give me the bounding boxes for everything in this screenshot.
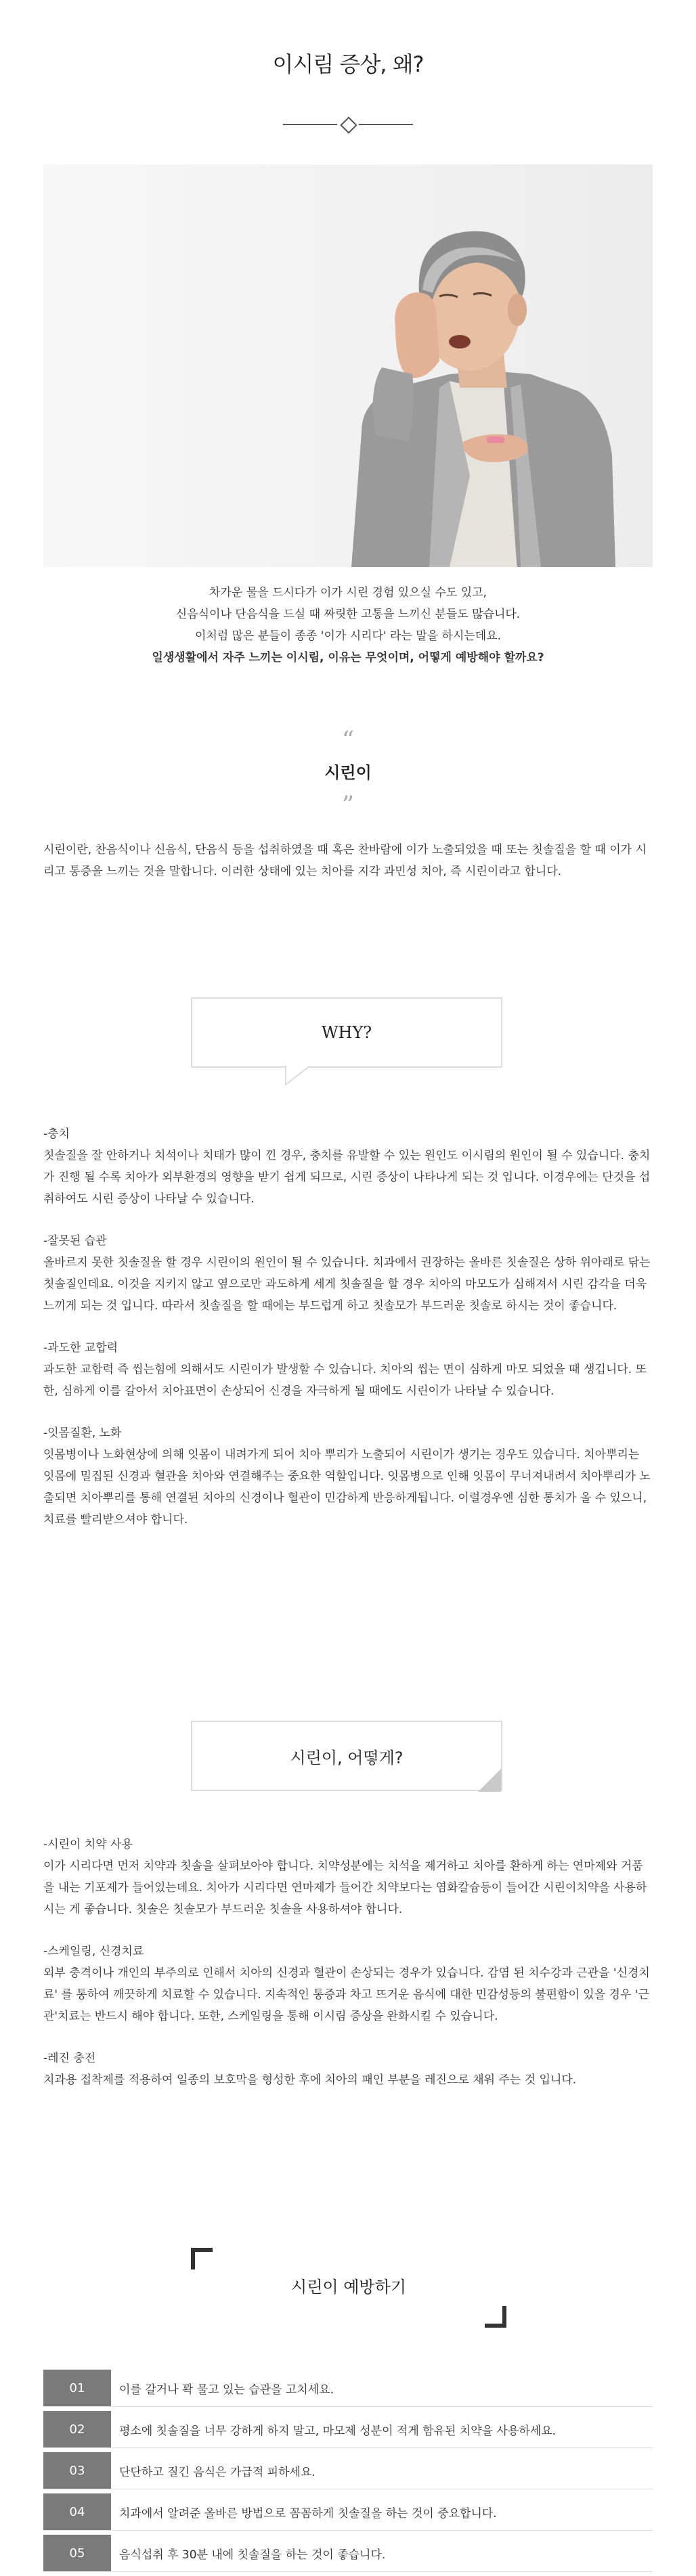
why-item-heading: -잘못된 습관 xyxy=(43,1234,107,1248)
why-item-text: 올바르지 못한 칫솔질을 할 경우 시린이의 원인이 될 수 있습니다. 치과에서 권장하는 올바른 칫솔질은 상하 위아래로 닦는 칫솔질인데요. 이것을 지키지 않고 옆으로만 과도하게 세게 칫솔질을 할 경우 치아의 마모도가 심해져서 시린 감각을 더욱 느끼게 되는 것 입니다. 따라서 칫솔질을 할 때에는 부드럽게 하고 칫솔모가 부드러운 칫솔로 하시는 것이 좋습니다. xyxy=(43,1256,651,1313)
how-item-text: 치과용 접착제를 적용하여 일종의 보호막을 형성한 후에 치아의 패인 부분을 레진으로 채워 주는 것 입니다. xyxy=(43,2073,577,2087)
why-item-text: 잇몸병이나 노화현상에 의해 잇몸이 내려가게 되어 치아 뿌리가 노출되어 시린이가 생기는 경우도 있습니다. 치아뿌리는 잇몸에 밀집된 신경과 혈관을 치아와 연결해주는 중요한 역할입니다. 잇몸병으로 인해 잇몸이 무너져내려서 치아뿌리가 노출되면 치아뿌리를 통해 연결된 치아의 신경이나 혈관이 민감하게 반응하게됩니다. 이럴경우엔 심한 통치가 올 수 있으니, 치료를 빨리받으셔야 합니다. xyxy=(43,1448,651,1527)
definition-text: 시린이란, 찬음식이나 신음식, 단음식 등을 섭취하였을 때 혹은 찬바람에 이가 노출되었을 때 또는 칫솔질을 할 때 이가 시리고 통증을 느끼는 것을 말합니다. 이러한 상태에 있는 치아를 지각 과민성 치아, 즉 시린이라고 합니다. xyxy=(43,843,647,878)
how-item xyxy=(43,2048,653,2091)
page-title: 이시림 증상, 왜? xyxy=(272,51,424,77)
tip-text: 음식섭취 후 30분 내에 칫솔질을 하는 것이 좋습니다. xyxy=(119,2548,386,2562)
why-item xyxy=(43,1230,653,1317)
how-item xyxy=(43,1834,653,1920)
intro-text xyxy=(43,582,653,669)
why-list xyxy=(43,1123,653,1551)
how-callout xyxy=(192,1722,501,1790)
man-toothache-illustration xyxy=(43,164,653,567)
why-callout xyxy=(192,999,501,1066)
how-item xyxy=(43,1941,653,2027)
how-title: 시린이, 어떻게? xyxy=(290,1748,404,1767)
divider-line-left xyxy=(283,124,337,125)
corner-bracket-icon xyxy=(485,2306,506,2328)
corner-bracket-icon xyxy=(191,2248,213,2269)
tip-row xyxy=(43,2370,653,2407)
why-item xyxy=(43,1123,653,1210)
definition-title: 시린이 xyxy=(324,763,372,782)
tip-number: 04 xyxy=(43,2493,111,2530)
tip-number: 03 xyxy=(43,2452,111,2489)
tip-text: 이를 갈거나 꽉 물고 있는 습관을 고치세요. xyxy=(119,2382,334,2397)
tip-text: 치과에서 알려준 올바른 방법으로 꼼꼼하게 칫솔질을 하는 것이 중요합니다. xyxy=(119,2506,497,2521)
intro-line: 차가운 물을 드시다가 이가 시린 경험 있으실 수도 있고, xyxy=(209,586,487,600)
how-list xyxy=(43,1834,653,2111)
tip-text: 단단하고 질긴 음식은 가급적 피하세요. xyxy=(119,2465,316,2479)
divider-line-right xyxy=(359,124,413,125)
why-item-text: 칫솔질을 잘 안하거나 치석이나 치태가 많이 낀 경우, 충치를 유발할 수 있는 원인도 이시림의 원인이 될 수 있습니다. 충치가 진행 될 수록 치아가 외부환경의 영향을 받기 쉽게 되므로, 시린 증상이 나타나게 되는 것 입니다. 이경우에는 단것을 섭취하여도 시린 증상이 나타날 수 있습니다. xyxy=(43,1149,651,1206)
why-item xyxy=(43,1422,653,1531)
why-item-heading: -잇몸질환, 노화 xyxy=(43,1426,122,1440)
intro-line: 이처럼 많은 분들이 종종 '이가 시리다' 라는 말을 하시는데요. xyxy=(194,629,502,643)
diamond-icon xyxy=(340,116,357,133)
tip-row xyxy=(43,2411,653,2448)
tip-row xyxy=(43,2452,653,2489)
intro-line: 일생생활에서 자주 느끼는 이시림, 이유는 무엇이며, 어떻게 예방해야 할까요? xyxy=(152,651,544,664)
tip-row xyxy=(43,2535,653,2572)
tip-text: 평소에 칫솔질을 너무 강하게 하지 말고, 마모제 성분이 적게 함유된 치약을 사용하세요. xyxy=(119,2424,557,2438)
why-title: WHY? xyxy=(321,1023,372,1042)
how-item-heading: -시린이 치약 사용 xyxy=(43,1838,133,1851)
folded-corner-icon xyxy=(478,1769,501,1792)
how-item-heading: -레진 충전 xyxy=(43,2052,96,2065)
hero-image xyxy=(43,164,653,567)
tip-number: 02 xyxy=(43,2411,111,2447)
why-item-text: 과도한 교합력 즉 씹는힘에 의해서도 시린이가 발생할 수 있습니다. 치아의 씹는 면이 심하게 마모 되었을 때 생깁니다. 또한, 심하게 이를 갈아서 치아표면이 손상되어 신경을 자극하게 될 때에도 시린이가 나타날 수 있습니다. xyxy=(43,1363,647,1398)
prevent-tips xyxy=(43,2370,653,2576)
speech-tail-icon xyxy=(283,1066,317,1086)
close-quote-icon: ” xyxy=(341,792,355,819)
why-item xyxy=(43,1337,653,1402)
how-item-text: 이가 시리다면 먼저 치약과 칫솔을 살펴보아야 합니다. 치약성분에는 치석을 제거하고 치아를 환하게 하는 연마제와 거품을 내는 기포제가 들어있는데요. 치아가 시리다면 연마제가 들어간 치약보다는 염화칼슘등이 들어간 시린이치약을 사용하시는 게 좋습니다. 칫솔은 칫솔모가 부드러운 칫솔을 사용하셔야 합니다. xyxy=(43,1859,647,1916)
tip-row xyxy=(43,2493,653,2531)
why-item-heading: -과도한 교합력 xyxy=(43,1341,118,1355)
why-item-heading: -충치 xyxy=(43,1127,70,1141)
tip-number: 05 xyxy=(43,2535,111,2571)
intro-line: 신음식이나 단음식을 드실 때 짜릿한 고통을 느끼신 분들도 많습니다. xyxy=(175,608,521,621)
open-quote-icon: “ xyxy=(341,727,355,754)
how-item-text: 외부 충격이나 개인의 부주의로 인해서 치아의 신경과 혈관이 손상되는 경우가 있습니다. 감염 된 치수강과 근관을 '신경치료' 를 통하여 깨끗하게 치료할 수 있습니다. 지속적인 통증과 차고 뜨거운 음식에 대한 민감성등의 불편함이 있을 경우 '근관'치료는 반드시 해야 합니다. 또한, 스케일링을 통해 이시림 증상을 완화시킬 수 있습니다. xyxy=(43,1966,650,2023)
how-item-heading: -스케일링, 신경치료 xyxy=(43,1945,144,1958)
title-divider xyxy=(283,116,413,133)
definition-paragraph xyxy=(43,839,653,882)
tip-number: 01 xyxy=(43,2370,111,2406)
prevent-title: 시린이 예방하기 xyxy=(291,2278,406,2297)
prevent-heading xyxy=(191,2248,506,2328)
